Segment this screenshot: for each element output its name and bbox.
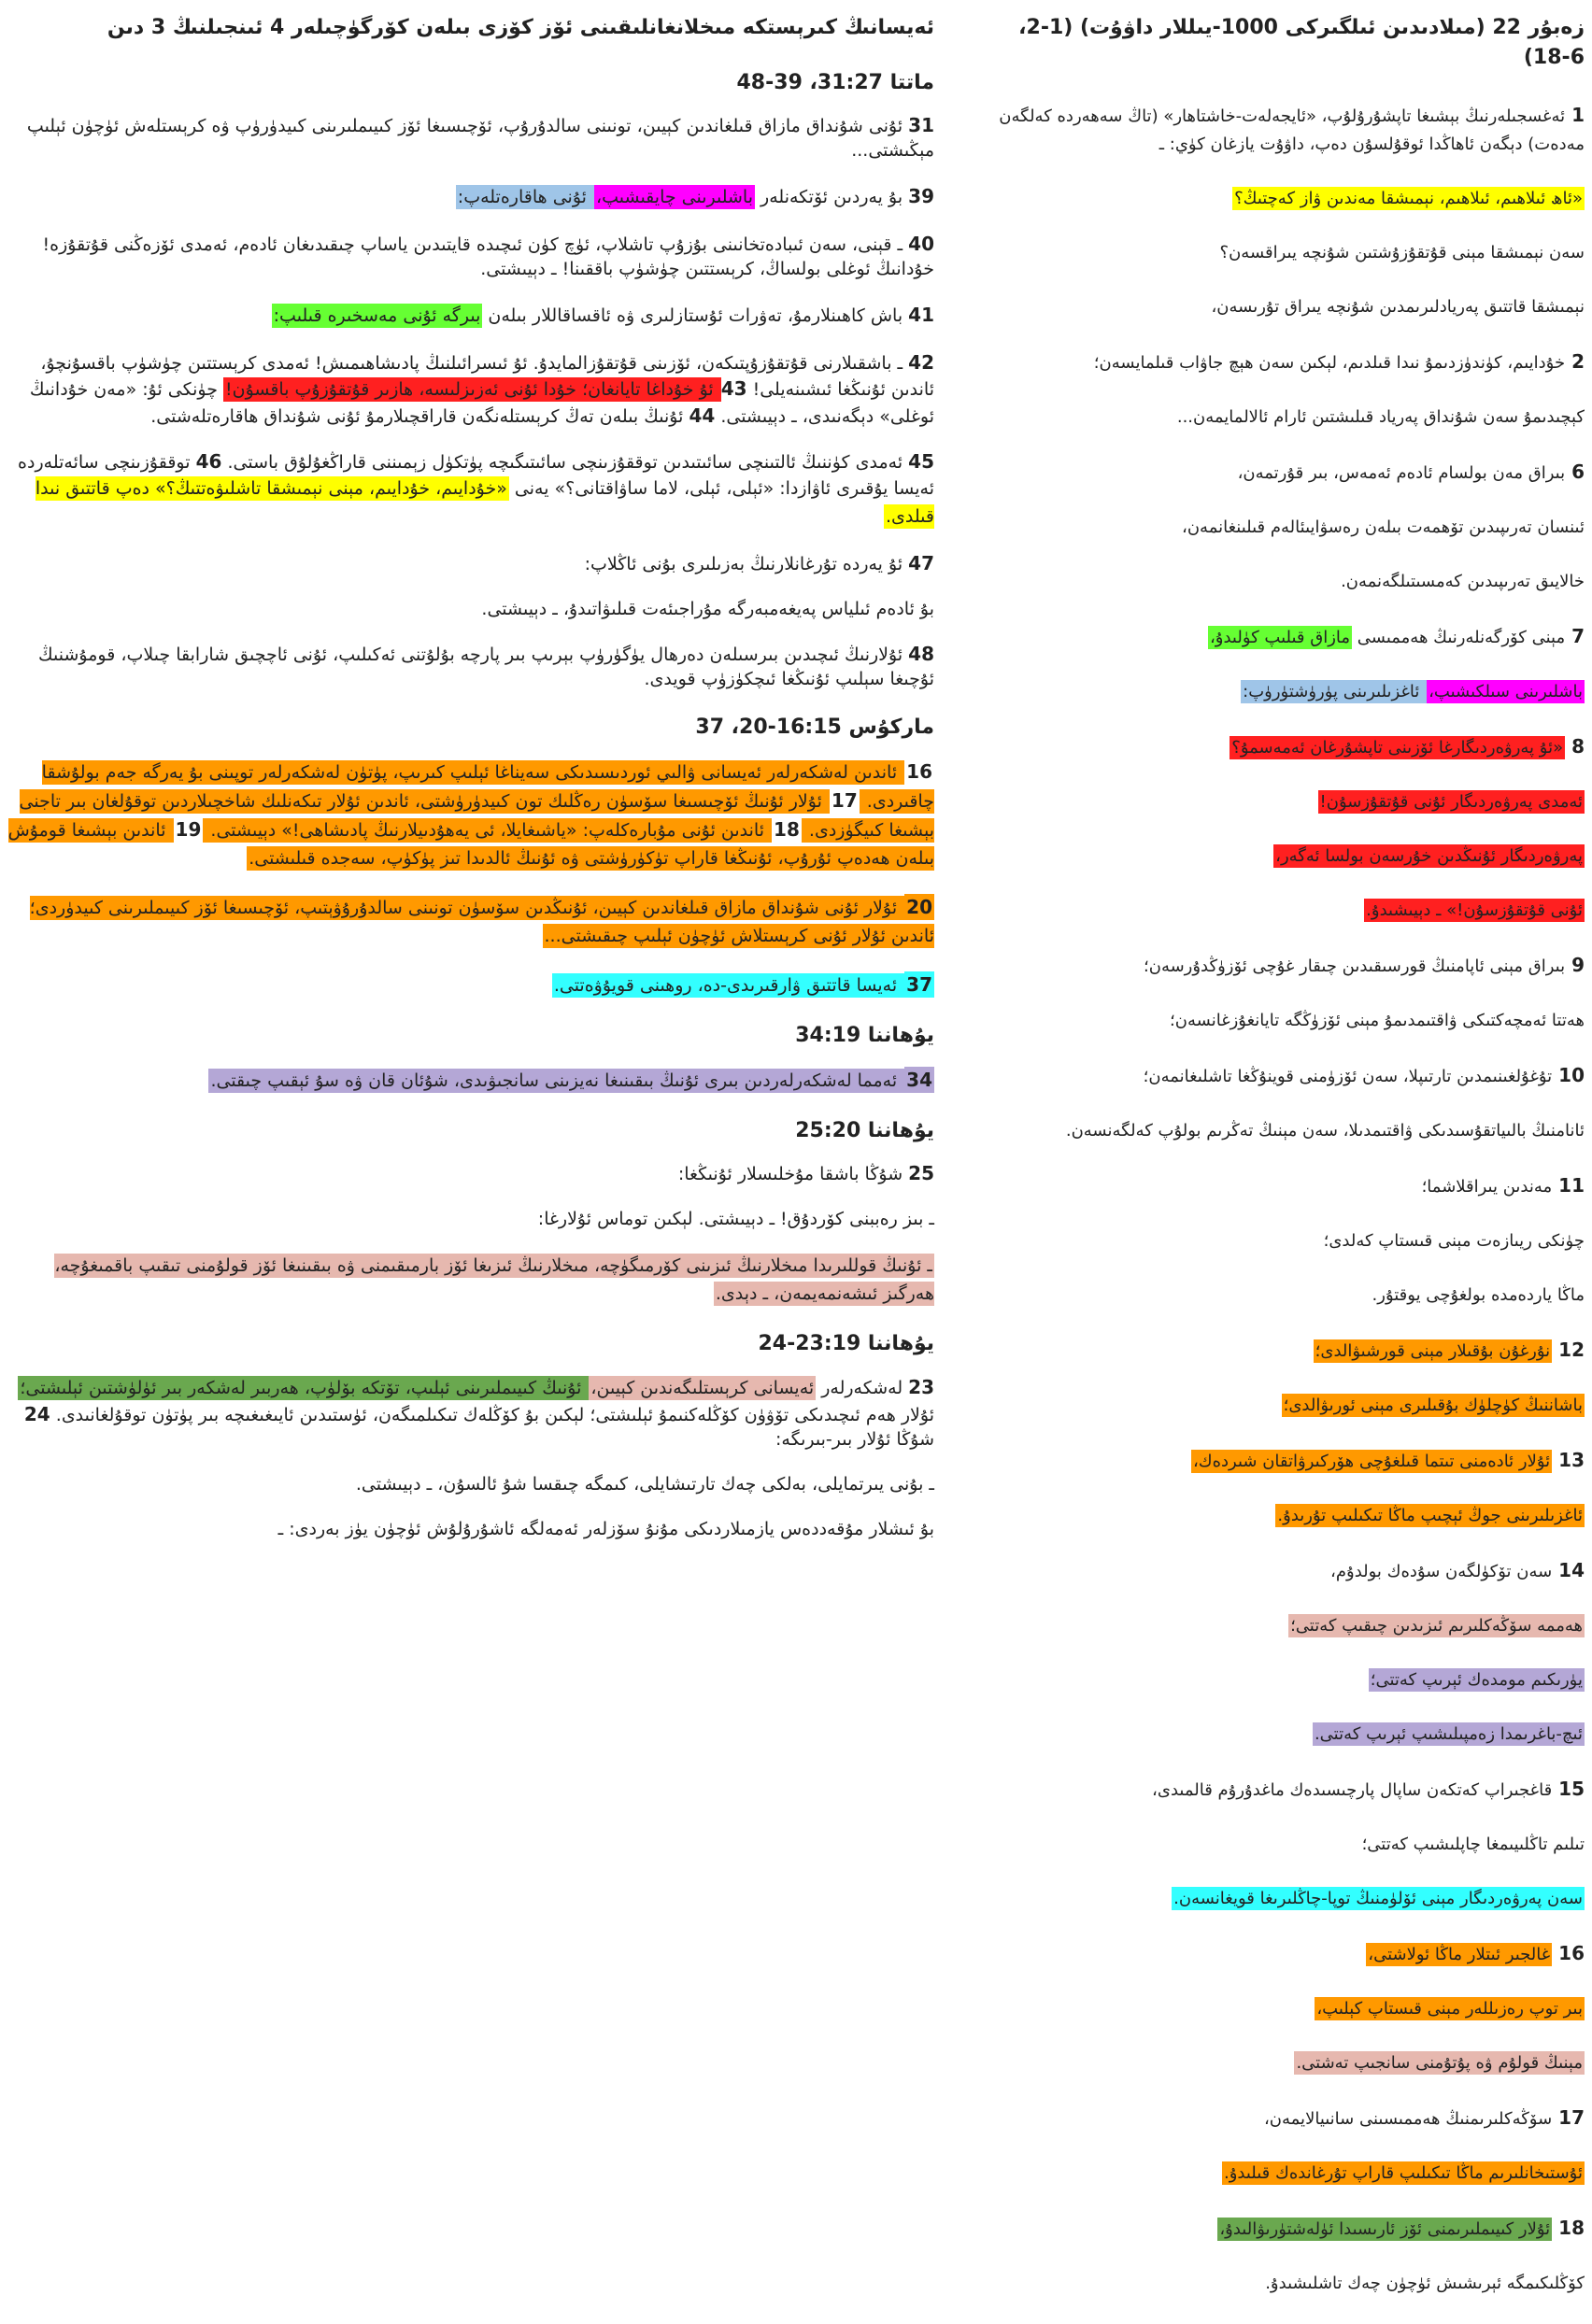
verse-text: مەندىن يىراقلاشما؛ [1421,1177,1553,1197]
verse-number: 13 [1552,1449,1585,1471]
psalm-line [990,732,1585,762]
gospel-paragraph [6,302,934,330]
psalm-line [990,101,1585,159]
verse-text: ئۇنى شۇنداق مازاق قىلغاندىن كېيىن، تونىنى سالدۇرۇپ، ئۆچىسىغا ئۆز كىيىملىرىنى كىيدۈرۈپ ۋە كرېستلەش ئۈچۈن ئېلىپ مېڭىشتى... [26,116,934,161]
verse-text: بىراق مېنى ئاپامنىڭ قورسىقىدىن چىقار غۇچى ئۆزۈڭدۇرسەن؛ [1144,957,1566,976]
verse-text: سۆڭەكلىرىمنىڭ ھەممىسىنى سانىيالايمەن، [1263,2109,1553,2129]
gospel-paragraph [6,1252,934,1308]
verse-text: ئۇنىڭ بىلەن تەڭ كرېستلەنگەن قاراقچىلارمۇ ئۇنى شۇنداق ھاقارەتلەشتى. [150,406,689,427]
psalm-line [990,788,1585,816]
psalm-line [990,2270,1585,2298]
gospel-paragraph [6,893,934,950]
psalm-title: زەبۇر 22 (مىلادىدىن ئىلگىركى 1000-يىللار داۋۇت) (1-2، 6-18) [1018,16,1585,69]
verse-text: ئۇلار كىيىملىرىمنى ئۆز ئارىسىدا ئۈلەشتۈرىۋالىدۇ، [1219,2219,1551,2239]
verse-text: «ئۇ پەرۋەردىگارغا ئۆزىنى تاپشۇرغان ئەمەسمۇ؟ [1231,738,1564,758]
verse-text: ـ باشقىلارنى قۇتقۇزۇپتىكەن، ئۆزىنى قۇتقۇزالمايدۇ. ئۇ ئىسرائىلنىڭ پادىشاھىمىش! ئەمدى كرېستتىن چۈشۈپ باقسۇنچۇ، ئاندىن ئۇنىڭغا ئىشىنەيلى! [40,353,934,400]
gospel-paragraph [6,1472,934,1496]
verse-text: سەن نېمىشقا مېنى قۇتقۇزۇشتىن شۇنچە يىراقسەن؟ [1219,243,1585,262]
gospel-paragraph [6,350,934,429]
gospel-paragraph [6,758,934,872]
verse-number: 39 [908,185,934,207]
psalm-line [990,2104,1585,2133]
verse-text: لەشكەرلەر [816,1378,909,1398]
verse-text: ئەمما لەشكەرلەردىن بىرى ئۇنىڭ بىقىنىغا نەيزىنى سانجىۋىدى، شۇئان قان ۋە سۇ ئېقىپ چىقتى. [210,1070,903,1091]
verse-number: 11 [1552,1174,1585,1197]
verse-text: يۈرىكىم مومدەك ئېرىپ كەتتى؛ [1370,1670,1583,1690]
gospel-paragraph [6,232,934,281]
section-heading: يۇھاننا 25:20 [795,1119,934,1142]
verse-number: 43 [720,377,747,400]
psalm-line [990,1446,1585,1476]
psalm-line [990,843,1585,871]
verse-number: 40 [908,233,934,255]
psalm-line [990,1556,1585,1586]
verse-number: 6 [1565,461,1585,483]
verse-text: مېنىڭ قولۇم ۋە پۇتۇمنى سانجىپ تەشتى. [1296,2053,1583,2073]
verse-text: توققۇزىنچى سائەتلەردە ئەيسا يۇقىرى ئاۋازدا: «ئېلى، ئېلى، لاما ساۋاقتانى؟» يەنى [18,452,934,499]
verse-number: 18 [774,818,800,841]
section-heading: يۇھاننا 34:19 [795,1024,934,1047]
verse-text: ئىنسان تەرىپىدىن تۆھمەت بىلەن رەسۋايىئالەم قىلىنغانمەن، [1182,517,1585,537]
psalm-line [990,185,1585,213]
verse-number: 9 [1565,954,1585,976]
verse-number: 12 [1552,1339,1585,1361]
gospel-paragraph [6,1207,934,1231]
psalm-line [990,1336,1585,1366]
verse-text: سەن پەرۋەردىگار مېنى ئۆلۈمنىڭ توپا-چاڭلىرىغا قويغانسەن. [1173,1889,1583,1908]
gospel-paragraph [6,1066,934,1095]
psalm-line [990,1227,1585,1255]
verse-number: 16 [1552,1942,1585,1964]
verse-number: 2 [1565,350,1585,373]
verse-number: 31 [908,114,934,136]
verse-text: ئاندىن ئۇنى مۇبارەكلەپ: «ياشىغايلا، ئى يەھۇدىيلارنىڭ پادىشاھى!» دېيىشتى. [205,820,771,841]
verse-number: 47 [908,552,934,574]
verse-text: بۇ ئادەم ئىلياس پەيغەمبەرگە مۇراجىئەت قىلىۋاتىدۇ، ـ دېيىشتى. [481,599,934,619]
psalm-line [990,678,1585,706]
verse-text: ئەغسجىلەرنىڭ بېشىغا تاپشۇرۇلۇپ، «ئايجەلەت-خاشتاھار» (تاڭ سەھەردە كەلگەن مەدەت) دېگەن ئاھاڭدا ئوقۇلسۇن دەپ، داۋۇت يازغان كۈي: ـ [999,106,1585,154]
psalm-line [990,1831,1585,1859]
verse-text: ئۇلار ئادەمنى تىتما قىلغۇچى ھۆركىرۋاتقان شىردەك، [1192,1452,1551,1471]
verse-number: 25 [908,1162,934,1184]
psalm-line [990,1061,1585,1091]
verse-text: ئۇ خۇداغا تايانغان؛ خۇدا ئۇنى ئەزىزلىسە، ھازىر قۇتقۇزۇپ باقسۇن! [225,379,719,400]
verse-number: 10 [1552,1064,1585,1086]
verse-text: ـ بىز رەببنى كۆردۇق! ـ دېيىشتى. لېكىن توماس ئۇلارغا: [537,1209,934,1229]
verse-text: بىراق مەن بولسام ئادەم ئەمەس، بىر قۇرتمەن، [1237,463,1566,483]
psalm-line [990,1282,1585,1310]
verse-text: قاغجىراپ كەتكەن ساپال پارچىسىدەك ماغدۇرۇم قالمىدى، [1152,1780,1553,1800]
psalm-line [990,1007,1585,1035]
verse-text: «خۇدايىم، خۇدايىم، مېنى نېمىشقا تاشلىۋەتتىڭ؟» دەپ قاتتىق نىدا قىلدى. [35,478,934,527]
gospel-sections [6,71,934,1541]
gospel-paragraph [6,642,934,691]
verse-number: 42 [908,351,934,374]
verse-text: باشاننىڭ كۈچلۈك بۇقىلىرى مېنى ئورىۋالدى؛ [1283,1396,1583,1415]
verse-text: پەرۋەردىگار ئۇنىڭدىن خۇرسەن بولسا ئەگەر، [1275,846,1583,866]
verse-number: 45 [908,450,934,473]
verse-text: مېنى كۆرگەنلەرنىڭ ھەممىسى [1352,628,1566,647]
verse-text: ئاندىن لەشكەرلەر ئەيسانى ۋالىي ئوردىسىدىكى سەيناغا ئېلىپ كىرىپ، پۈتۈن لەشكەرلەر توپىنى بۇ يەرگە جەم بولۇشقا چاقىردى. [41,762,934,812]
section-heading: ماتتا 31:27، 39-48 [736,71,934,94]
verse-number: 48 [908,643,934,665]
verse-text: ئانامنىڭ بالىياتقۇسىدىكى ۋاقتىمدىلا، سەن مېنىڭ تەڭرىم بولۇپ كەلگەنسەن. [1065,1121,1585,1141]
gospel-paragraph [6,113,934,163]
psalm-lines [990,101,1585,2298]
psalm-line [990,2214,1585,2244]
verse-text: چۈنكى ئۇ: «مەن خۇدانىڭ ئوغلى» دېگەنىدى، ـ دېيىشتى. [29,379,934,427]
verse-number: 16 [906,760,932,783]
section-heading: يۇھاننا 23:19-24 [758,1332,934,1355]
right-column-psalm [990,13,1585,2324]
verse-text: مازاق قىلىپ كۈلىدۇ، [1209,628,1351,647]
verse-text: بىر توپ رەزىللەر مېنى قىستاپ كېلىپ، [1316,1999,1583,2019]
psalm-line [990,1117,1585,1145]
psalm-line [990,1171,1585,1201]
verse-text: ھەممە سۆڭەكلىرىم ئىزىدىن چىقىپ كەتتى؛ [1290,1616,1583,1636]
verse-text: ـ ئۇنىڭ قوللىرىدا مىخلارنىڭ ئىزىنى كۆرمىگۈچە، مىخلارنىڭ ئىزىغا ئۆز بارمىقىمنى ۋە بىقىنىغا ئۆز قولۇمنى تىقىپ باقمىغۇچە، ھەرگىز ئىشەنمەيمەن، ـ دېدى. [54,1255,934,1304]
psalm-line [990,458,1585,488]
gospel-paragraph [6,971,934,999]
verse-text: ئاغزىلىرىنى جوڭ ئېچىپ ماڭا تىكىلىپ تۇرىدۇ. [1277,1506,1583,1525]
psalm-line [990,1775,1585,1805]
verse-text: ئۇلار ئۇنىڭ ئۆچىسىغا سۆسۈن رەڭلىك تون كىيدۈرۈشتى، ئاندىن ئۇلار تىكەنلىك شاخچىلاردىن توقۇلغان بىر تاجنى بېشىغا كىيگۈزدى. [19,791,934,841]
verse-number: 17 [831,789,858,812]
gospel-paragraph [6,551,934,576]
verse-number: 41 [908,304,934,326]
verse-text: ئۇلار ھەم ئىچىدىكى تۆۋۈن كۆڭلەكنىمۇ ئېلىشتى؛ لېكىن بۇ كۆڭلەك تىكىلمىگەن، ئۈستىدىن ئايىغىغىچە بىر پۈتۈن توقۇلغانىدى. [50,1405,934,1425]
section-heading: ماركۇس 16:15-20، 37 [695,716,934,739]
gospel-paragraph [6,1161,934,1186]
verse-number: 1 [1565,104,1585,126]
verse-text: بىرگە ئۇنى مەسخىرە قىلىپ: [273,305,481,326]
verse-text: ماڭا ياردەمدە بولغۇچى يوقتۇر. [1372,1285,1585,1305]
gospel-paragraph [6,183,934,211]
verse-number: 34 [906,1069,932,1091]
psalm-line [990,622,1585,652]
verse-text: ئەيسانى كرېستلىگەندىن كېيىن، [590,1378,815,1398]
verse-number: 18 [1552,2217,1585,2239]
psalm-line [990,1502,1585,1530]
verse-text: تىلىم تاڭلىيىمغا چاپلىشىپ كەتتى؛ [1361,1835,1585,1854]
verse-text: نېمىشقا قاتتىق پەريادلىرىمدىن شۇنچە يىراق تۇرىسەن، [1211,297,1585,317]
verse-text: ـ قېنى، سەن ئىبادەتخانىنى بۇزۇپ تاشلاپ، ئۈچ كۈن ئىچىدە قايتىدىن ياساپ چىقىدىغان ئادەم، ئەمدى ئۆزەڭنى قۇتقۇزە! خۇدانىڭ ئوغلى بولساڭ، كرېستتىن چۈشۈپ باققىنا! ـ دېيىشتى. [42,234,934,279]
verse-text: باشلىرىنى چايقىشىپ، [595,187,754,207]
verse-text: ئۇنى قۇتقۇزسۇن!» ـ دېيىشىدۇ. [1366,900,1583,920]
psalm-line [990,239,1585,267]
psalm-line [990,1995,1585,2023]
psalm-line [990,1612,1585,1640]
verse-text: ئۇلار ئۇنى شۇنداق مازاق قىلغاندىن كېيىن، ئۇنىڭدىن سۆسۈن تونىنى سالدۇرۇۋېتىپ، ئۆچىسىغا ئۆز كىيىملىرىنى كىيدۈردى؛ ئاندىن ئۇلار ئۇنى كرېستلاش ئۈچۈن ئېلىپ چىقىشتى... [29,898,934,946]
psalm-line [990,951,1585,981]
verse-text: ئۇ يەردە تۇرغانلارنىڭ بەزىلىرى بۇنى ئاڭلاپ: [584,554,909,574]
verse-number: 19 [175,818,202,841]
verse-number: 7 [1565,625,1585,647]
verse-text: ئاغزىلىرىنى پۈرۈشتۈرۈپ: [1243,682,1426,701]
gospel-paragraph [6,449,934,531]
verse-text: ئەمدى كۈننىڭ ئالتىنچى سائىتىدىن توققۇزىنچى سائىتىگىچە پۈتكۈل زېمىننى قاراڭغۇلۇق باستى. [221,452,909,473]
verse-text: خۇدايىم، كۈندۈزدىمۇ نىدا قىلدىم، لېكىن سەن ھېچ جاۋاب قىلمايسەن؛ [1093,353,1566,373]
psalm-line [990,514,1585,542]
psalm-line [990,1939,1585,1969]
left-column-gospels [6,13,934,1562]
verse-text: غالجىر ئىتلار ماڭا ئولاشتى، [1368,1945,1551,1964]
psalm-line [990,2049,1585,2077]
verse-number: 37 [906,973,932,996]
verse-number: 17 [1552,2106,1585,2129]
verse-text: «ئاھ ئىلاھىم، ئىلاھىم، نېمىشقا مەندىن ۋاز كەچتىڭ؟ [1234,189,1583,208]
verse-number: 8 [1565,735,1585,758]
psalm-line [990,293,1585,321]
verse-text: كېچىدىمۇ سەن شۇنداق پەرياد قىلىشتىن ئارام ئالالمايمەن... [1176,407,1585,427]
verse-number: 46 [195,450,222,473]
verse-text: خالايىق تەرىپىدىن كەمسىتىلگەنمەن. [1341,572,1585,591]
verse-text: نۇرغۇن بۇقىلار مېنى قورشىۋالدى؛ [1315,1341,1551,1361]
verse-number: 44 [689,404,716,427]
verse-text: ئۇلارنىڭ ئىچىدىن بىرسىلەن دەرھال يۈگۈرۈپ بېرىپ بىر پارچە بۇلۇتنى ئەكىلىپ، ئۇنى ئاچچىق شارابقا چىلاپ، قومۇشنىڭ ئۇچىغا سېلىپ ئۇنىڭغا ئىچكۈزۈپ قويدى. [38,645,934,689]
psalm-line [990,2160,1585,2188]
psalm-line [990,568,1585,596]
verse-text: ئۇنىڭ كىيىملىرىنى ئېلىپ، تۆتكە بۆلۈپ، ھەربىر لەشكەر بىر ئۈلۈشتىن ئېلىشتى؛ [20,1378,588,1398]
verse-text: ئەمدى پەرۋەردىگار ئۇنى قۇتقۇزسۇن! [1319,792,1583,812]
verse-text: ئۇنى ھاقارەتلەپ: [457,187,592,207]
verse-text: ھەتتا ئەمچەكتىكى ۋاقتىمدىمۇ مېنى ئۆزۈڭگە تايانغۇزغانسەن؛ [1170,1011,1585,1030]
psalm-line [990,1666,1585,1694]
psalm-line [990,897,1585,925]
verse-text: تۇغۇلغىنىمدىن تارتىپلا، سەن ئۆزۈمنى قوينۇڭغا تاشلىغانمەن؛ [1143,1067,1553,1086]
verse-text: ئۇستىخانلىرىم ماڭا تىكىلىپ قاراپ تۇرغاندەك قىلىدۇ. [1224,2163,1583,2183]
verse-number: 20 [906,896,932,918]
verse-text: بۇ يەردىن ئۆتكەنلەر [755,187,909,207]
gospels-title: ئەيسانىڭ كىرېستكە مىخلانغانلىقىنى ئۆز كۆزى بىلەن كۆرگۈچىلەر 4 ئىنجىلنىڭ 3 دىن [107,16,934,39]
verse-text: شۇڭا باشقا مۇخلىسلار ئۇنىڭغا: [677,1164,909,1184]
verse-text: ئاندىن بېشىغا قومۇش بىلەن ھەدەپ ئۇرۇپ، ئۇنىڭغا قاراپ تۈكۈرۈشتى ۋە ئۇنىڭ ئالدىدا تىز پۈكۈپ، سەجدە قىلىشتى. [7,820,934,869]
verse-number: 15 [1552,1778,1585,1800]
psalm-line [990,347,1585,377]
verse-text: ئەيسا قاتتىق ۋارقىرىدى-دە، روھىنى قويۇۋەتتى. [553,975,903,996]
verse-text: چۈنكى ريىازەت مېنى قىستاپ كەلدى؛ [1323,1231,1585,1251]
verse-text: سەن تۆكۈلگەن سۇدەك بولدۇم، [1330,1562,1553,1581]
verse-text: شۇڭا ئۇلار بىر-بىرىگە: [775,1429,934,1450]
verse-text: ـ بۇنى يىرتمايلى، بەلكى چەك تارتىشايلى، كىمگە چىقسا شۇ ئالسۇن، ـ دېيىشتى. [355,1474,934,1495]
verse-number: 23 [908,1376,934,1398]
verse-text: باش كاھىنلارمۇ، تەۋرات ئۇستازلىرى ۋە ئاقساقاللار بىلەن [482,305,909,326]
verse-number: 14 [1552,1559,1585,1581]
verse-text: بۇ ئىشلار مۇقەددەس يازمىلاردىكى مۇنۇ سۆزلەر ئەمەلگە ئاشۇرۇلۇش ئۈچۈن يۈز بەردى: ـ [277,1519,934,1539]
verse-text: باشلىرىنى سىلكىشىپ، [1429,682,1583,701]
psalm-line [990,1885,1585,1913]
verse-number: 24 [23,1403,50,1425]
gospel-paragraph [6,597,934,621]
gospel-paragraph [6,1374,934,1452]
psalm-line [990,404,1585,432]
verse-text: كۆڭلىكىمگە ئېرىشىش ئۈچۈن چەك تاشلىشىدۇ. [1265,2274,1585,2293]
psalm-line [990,1721,1585,1749]
gospel-paragraph [6,1517,934,1541]
psalm-line [990,1392,1585,1420]
verse-text: ئىچ-باغرىمدا زەمپىلىشىپ ئېرىپ كەتتى. [1314,1724,1583,1744]
